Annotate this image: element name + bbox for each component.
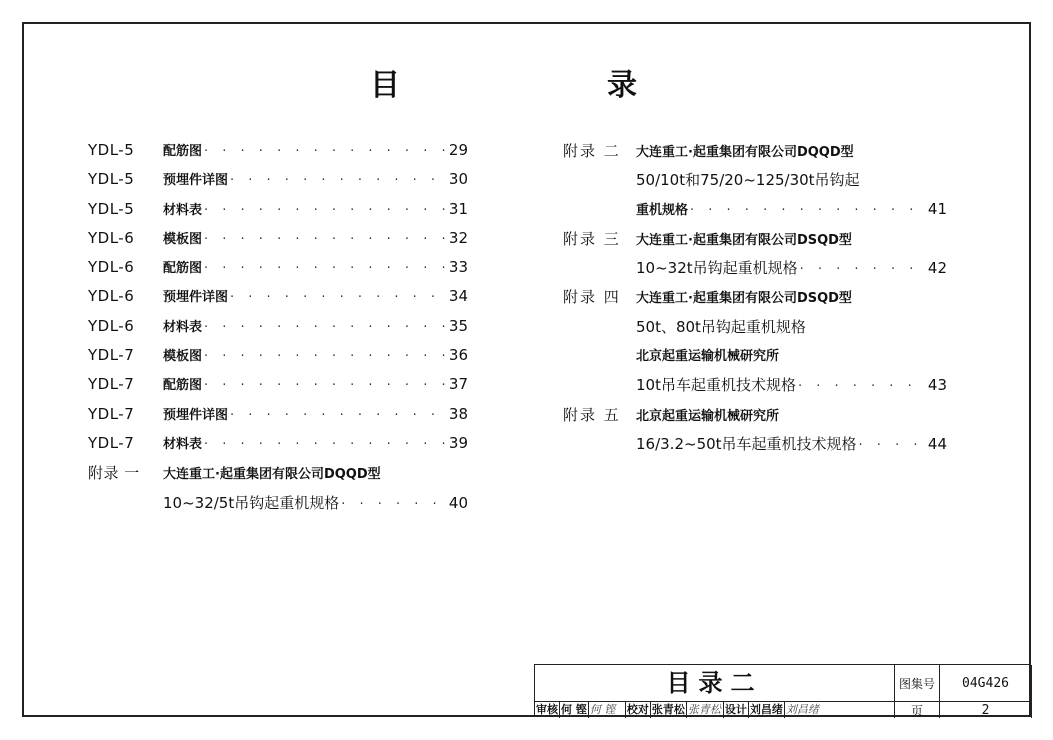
- drawing-title: 材料表: [163, 319, 203, 335]
- review-label: 审核: [536, 703, 558, 716]
- reviewer-name: 何 铿: [561, 703, 587, 716]
- appendix-prefix: 附录 四: [563, 288, 621, 307]
- drawing-title: 配筋图: [163, 378, 203, 394]
- leader-dots: [204, 144, 446, 159]
- toc-row[interactable]: [88, 345, 468, 374]
- drawing-title: 配筋图: [163, 144, 203, 159]
- toc-row[interactable]: [88, 169, 468, 198]
- appendix-four-row-4[interactable]: [563, 374, 947, 403]
- leader-dots: [230, 290, 446, 305]
- appendix-two-row[interactable]: [563, 140, 947, 169]
- designer-name: 刘昌绪: [749, 703, 783, 716]
- page-number: 29: [448, 141, 468, 159]
- appendix-subtitle: 北京起重运输机械研究所: [636, 349, 780, 365]
- leader-dots: [800, 262, 925, 277]
- drawing-title: 材料表: [163, 202, 203, 218]
- leader-dots: [341, 497, 446, 512]
- leader-dots: [230, 173, 446, 188]
- drawing-code: YDL-7: [88, 346, 135, 365]
- appendix-subtitle: 10t吊车起重机技术规格: [636, 376, 796, 395]
- page-number: 34: [448, 287, 468, 306]
- toc-row[interactable]: [88, 374, 468, 403]
- toc-row[interactable]: [88, 199, 468, 228]
- checker-signature: 张青松: [687, 702, 724, 718]
- drawing-code: YDL-5: [88, 141, 135, 159]
- toc-row[interactable]: [88, 257, 468, 286]
- appendix-prefix: 附录 一: [88, 464, 140, 483]
- toc-row[interactable]: [88, 433, 468, 462]
- drawing-code: YDL-6: [88, 316, 135, 335]
- appendix-title: 大连重工·起重集团有限公司DQQD型: [636, 145, 854, 160]
- leader-dots: [690, 203, 925, 218]
- appendix-subtitle: 50t、80t吊钩起重机规格: [636, 317, 806, 336]
- appendix-prefix: 附录 二: [563, 142, 621, 160]
- page-number: 44: [927, 434, 947, 453]
- title-block: [534, 664, 1031, 717]
- appendix-prefix: 附录 三: [563, 229, 621, 248]
- page-number: 43: [927, 376, 947, 395]
- drawing-title: 材料表: [163, 436, 203, 452]
- appendix-five-row-2[interactable]: [563, 433, 947, 462]
- title-block-grid: [895, 665, 1032, 718]
- appendix-two-row-2: [563, 169, 947, 198]
- leader-dots: [204, 232, 446, 247]
- page-number: 41: [927, 199, 947, 218]
- appendix-four-row[interactable]: [563, 286, 947, 315]
- checker-name: 张青松: [651, 703, 685, 716]
- drawing-title: 预埋件详图: [163, 290, 229, 306]
- appendix-title: 大连重工·起重集团有限公司DSQD型: [636, 232, 852, 248]
- design-label: 设计: [724, 703, 747, 716]
- drawing-code: YDL-5: [88, 170, 135, 189]
- page-number: 37: [448, 375, 468, 394]
- reviewer-signature: 何 铿: [589, 702, 626, 718]
- leader-dots: [204, 261, 446, 276]
- leader-dots: [204, 437, 446, 452]
- page-number: 33: [448, 258, 468, 277]
- drawing-title: 配筋图: [163, 261, 203, 277]
- appendix-four-row-3: [563, 345, 947, 374]
- title-block-title: 目录二: [535, 665, 895, 702]
- toc-left-column: [88, 140, 468, 521]
- appendix-subtitle: 16/3.2~50t吊车起重机技术规格: [636, 434, 857, 453]
- leader-dots: [204, 203, 446, 218]
- appendix-title: 大连重工·起重集团有限公司DQQD型: [163, 467, 381, 483]
- page-number: 35: [448, 316, 468, 335]
- signature-row: [535, 702, 895, 718]
- page-number: 38: [448, 404, 468, 423]
- sheet-page-number: 2: [940, 702, 1032, 718]
- leader-dots: [204, 349, 446, 364]
- leader-dots: [798, 379, 925, 394]
- appendix-subtitle: 重机规格: [636, 202, 689, 218]
- leader-dots: [204, 320, 446, 335]
- leader-dots: [230, 408, 446, 423]
- appendix-title: 大连重工·起重集团有限公司DSQD型: [636, 291, 852, 307]
- toc-row[interactable]: [88, 228, 468, 257]
- page-number: 40: [448, 493, 468, 512]
- atlas-number: 04G426: [940, 665, 1032, 702]
- page-number: 32: [448, 228, 468, 247]
- page-label: 页: [895, 702, 940, 718]
- appendix-one-row[interactable]: [88, 462, 468, 491]
- drawing-code: YDL-6: [88, 258, 135, 277]
- page-number: 36: [448, 346, 468, 365]
- appendix-three-row[interactable]: [563, 228, 947, 257]
- appendix-five-row[interactable]: [563, 404, 947, 433]
- drawing-code: YDL-6: [88, 228, 135, 247]
- designer-signature: 刘昌绪: [785, 703, 819, 716]
- appendix-two-row-3[interactable]: [563, 199, 947, 228]
- page-number: 30: [448, 170, 468, 189]
- appendix-subtitle: 10~32t吊钩起重机规格: [636, 259, 798, 278]
- toc-row[interactable]: [88, 404, 468, 433]
- drawing-code: YDL-6: [88, 287, 135, 306]
- check-label: 校对: [626, 703, 649, 716]
- heading-right: 录: [607, 68, 638, 103]
- leader-dots: [859, 438, 925, 453]
- page-number: 31: [448, 199, 468, 218]
- toc-row[interactable]: [88, 140, 468, 169]
- toc-row[interactable]: [88, 316, 468, 345]
- drawing-code: YDL-7: [88, 433, 135, 452]
- toc-right-column: [563, 140, 947, 462]
- page-number: 39: [448, 433, 468, 452]
- appendix-subtitle: 50/10t和75/20~125/30t吊钩起: [636, 171, 860, 190]
- appendix-one-row-2[interactable]: [88, 492, 468, 521]
- toc-row[interactable]: [88, 286, 468, 315]
- drawing-code: YDL-5: [88, 199, 135, 218]
- drawing-code: YDL-7: [88, 404, 135, 423]
- appendix-four-row-2: [563, 316, 947, 345]
- appendix-title: 北京起重运输机械研究所: [636, 408, 780, 424]
- appendix-subtitle: 10~32/5t吊钩起重机规格: [163, 493, 340, 512]
- heading-left: 目: [370, 68, 401, 103]
- drawing-title: 模板图: [163, 231, 203, 247]
- drawing-code: YDL-7: [88, 375, 135, 394]
- drawing-title: 预埋件详图: [163, 407, 229, 423]
- atlas-label: 图集号: [895, 665, 940, 702]
- drawing-title: 预埋件详图: [163, 173, 229, 189]
- page-number: 42: [927, 259, 947, 278]
- appendix-prefix: 附录 五: [563, 405, 621, 424]
- leader-dots: [204, 378, 446, 393]
- appendix-three-row-2[interactable]: [563, 257, 947, 286]
- drawing-title: 模板图: [163, 349, 203, 365]
